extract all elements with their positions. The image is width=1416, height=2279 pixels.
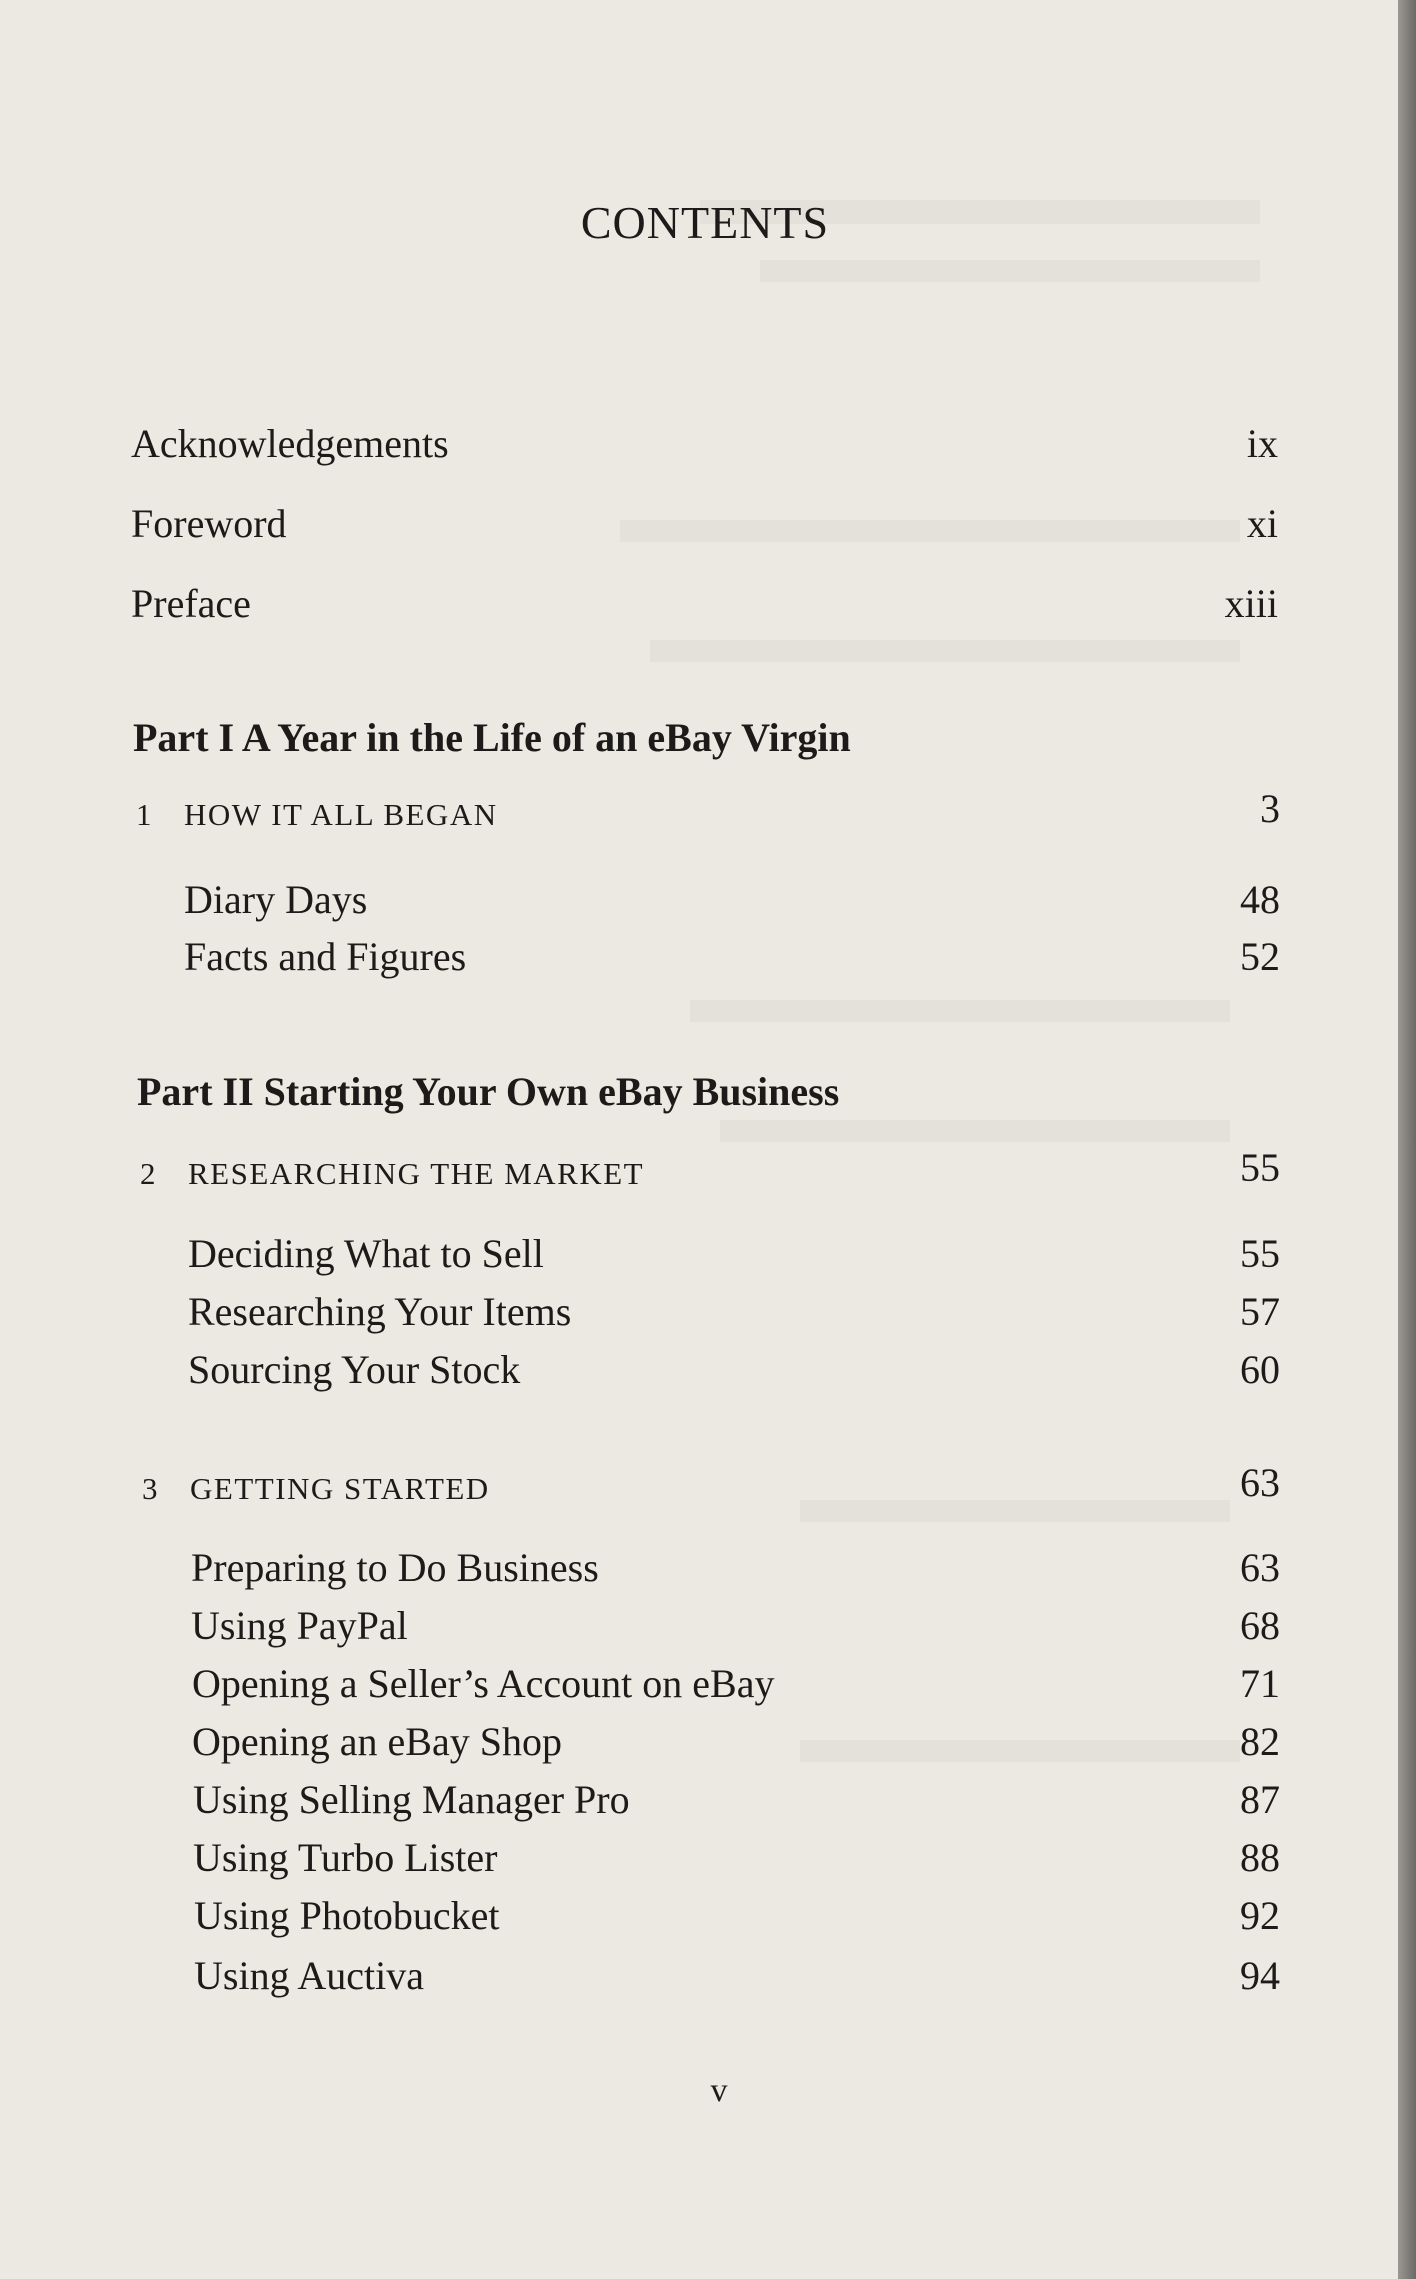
section-label: Using Photobucket	[194, 1893, 500, 1938]
section-entry	[0, 1892, 1398, 1942]
page-number: v	[710, 2072, 728, 2109]
section-label: Opening a Seller’s Account on eBay	[192, 1661, 775, 1706]
section-label: Opening an eBay Shop	[192, 1719, 562, 1764]
chapter-number: 1	[136, 797, 153, 832]
section-page: 87	[1240, 1777, 1280, 1822]
chapter-entry	[0, 1145, 1398, 1206]
section-page: 57	[1240, 1289, 1280, 1334]
section-label: Using PayPal	[191, 1603, 408, 1648]
part-heading: Part II Starting Your Own eBay Business	[137, 1069, 840, 1114]
show-through	[690, 1000, 1230, 1022]
chapter-page: 63	[1240, 1460, 1280, 1505]
toc-entry-foreword	[0, 500, 1398, 550]
section-label: Deciding What to Sell	[188, 1231, 544, 1276]
toc-entry-acknowledgements	[0, 420, 1398, 470]
toc-entry-page: xi	[1246, 501, 1278, 546]
chapter-number: 2	[140, 1156, 157, 1191]
section-page: 71	[1240, 1661, 1280, 1706]
toc-entry-page: ix	[1246, 421, 1278, 466]
show-through	[760, 260, 1260, 282]
toc-entry-label: Preface	[131, 581, 251, 626]
chapter-label: HOW IT ALL BEGAN	[184, 797, 498, 832]
section-entry	[0, 1602, 1398, 1652]
toc-entry-label: Acknowledgements	[131, 421, 449, 466]
section-entry	[0, 1660, 1398, 1710]
section-entry	[0, 933, 1398, 983]
chapter-title	[142, 1471, 490, 1507]
section-label: Researching Your Items	[188, 1289, 572, 1334]
show-through	[650, 640, 1240, 662]
section-entry	[0, 1230, 1398, 1280]
page-title: CONTENTS	[580, 197, 830, 248]
section-page: 88	[1240, 1835, 1280, 1880]
toc-entry-preface	[0, 580, 1398, 630]
section-page: 92	[1240, 1893, 1280, 1938]
chapter-label: RESEARCHING THE MARKET	[188, 1156, 645, 1191]
section-entry	[0, 1952, 1398, 2002]
show-through	[720, 1120, 1230, 1142]
section-entry	[0, 1346, 1398, 1396]
section-label: Using Auctiva	[194, 1953, 424, 1998]
chapter-title	[136, 797, 498, 833]
section-page: 94	[1240, 1953, 1280, 1998]
chapter-label: GETTING STARTED	[190, 1471, 490, 1506]
section-entry	[0, 1544, 1398, 1594]
section-label: Using Turbo Lister	[193, 1835, 498, 1880]
section-page: 82	[1240, 1719, 1280, 1764]
chapter-number: 3	[142, 1471, 159, 1506]
chapter-title	[140, 1156, 644, 1192]
section-label: Facts and Figures	[184, 934, 467, 979]
section-entry	[0, 1288, 1398, 1338]
section-label: Preparing to Do Business	[191, 1545, 599, 1590]
toc-entry-page: xiii	[1224, 581, 1278, 626]
toc-entry-label: Foreword	[131, 501, 287, 546]
section-entry	[0, 1776, 1398, 1826]
section-page: 48	[1240, 877, 1280, 922]
section-entry	[0, 876, 1398, 926]
section-entry	[0, 1834, 1398, 1884]
chapter-entry	[0, 1460, 1398, 1521]
chapter-entry	[0, 786, 1398, 847]
section-page: 52	[1240, 934, 1280, 979]
chapter-page: 55	[1240, 1145, 1280, 1190]
part-heading: Part I A Year in the Life of an eBay Virgin	[133, 715, 851, 760]
section-page: 55	[1240, 1231, 1280, 1276]
section-label: Diary Days	[184, 877, 368, 922]
section-entry	[0, 1718, 1398, 1768]
section-label: Sourcing Your Stock	[188, 1347, 521, 1392]
chapter-page: 3	[1260, 786, 1280, 831]
section-page: 60	[1240, 1347, 1280, 1392]
section-label: Using Selling Manager Pro	[193, 1777, 630, 1822]
section-page: 68	[1240, 1603, 1280, 1648]
section-page: 63	[1240, 1545, 1280, 1590]
page-edge	[1398, 0, 1416, 2279]
